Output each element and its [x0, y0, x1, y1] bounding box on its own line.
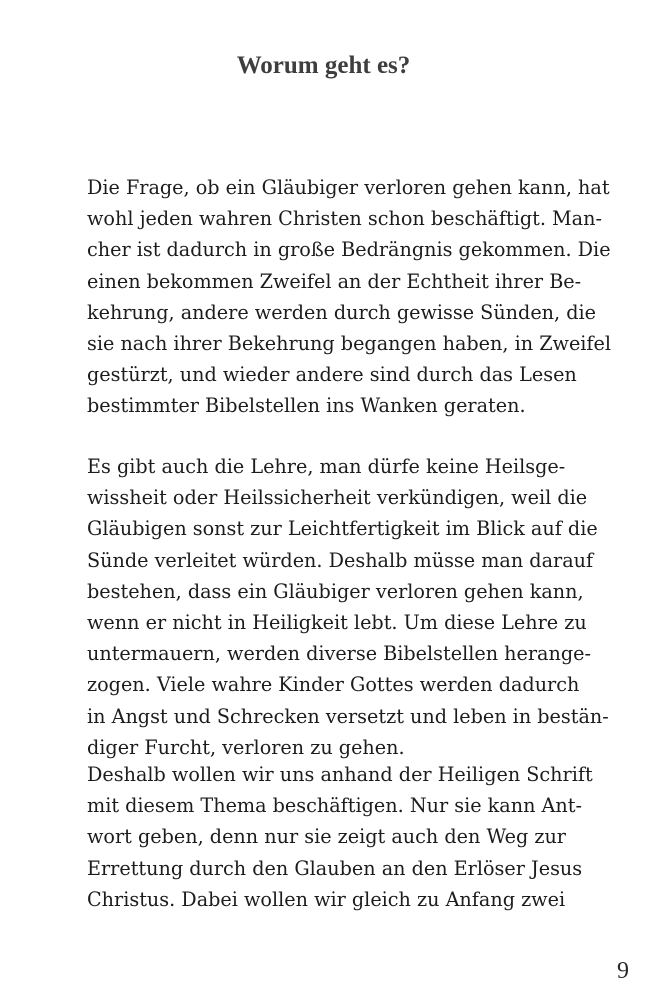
- page-number: 9: [617, 958, 629, 984]
- text-line: wenn er nicht in Heiligkeit lebt. Um diese Lehre zu: [87, 610, 587, 634]
- text-line: untermauern, werden diverse Bibelstellen herange-: [87, 642, 591, 666]
- text-line: wort geben, denn nur sie zeigt auch den Weg zur: [87, 825, 566, 849]
- text-line: cher ist dadurch in große Bedrängnis gekommen. Die: [87, 238, 611, 262]
- text-line: gestürzt, und wieder andere sind durch das Lesen: [87, 363, 577, 387]
- paragraph-3: [87, 759, 593, 915]
- paragraph-1: [87, 172, 612, 422]
- text-line: bestimmter Bibelstellen ins Wanken geraten.: [87, 394, 526, 418]
- text-line: Die Frage, ob ein Gläubiger verloren gehen kann, hat: [87, 176, 610, 199]
- text-line: zogen. Viele wahre Kinder Gottes werden dadurch: [87, 673, 580, 697]
- text-line: bestehen, dass ein Gläubiger verloren gehen kann,: [87, 579, 584, 603]
- page-title: Worum geht es?: [236, 52, 411, 79]
- text-line: Christus. Dabei wollen wir gleich zu Anfang zwei: [87, 887, 566, 911]
- text-line: Sünde verleitet würden. Deshalb müsse man darauf: [87, 548, 594, 572]
- text-line: einen bekommen Zweifel an der Echtheit ihrer Be-: [87, 269, 582, 293]
- text-line: kehrung, andere werden durch gewisse Sünden, die: [87, 300, 597, 324]
- text-line: Deshalb wollen wir uns anhand der Heiligen Schrift: [87, 763, 593, 786]
- text-line: wissheit oder Heilssicherheit verkündigen, weil die: [87, 486, 588, 510]
- text-line: mit diesem Thema beschäftigen. Nur sie kann Ant-: [87, 794, 582, 818]
- text-line: in Angst und Schrecken versetzt und leben in bestän-: [87, 704, 609, 728]
- text-line: Gläubigen sonst zur Leichtfertigkeit im Blick auf die: [87, 517, 598, 541]
- text-line: Es gibt auch die Lehre, man dürfe keine Heilsge-: [87, 455, 566, 478]
- text-line: wohl jeden wahren Christen schon beschäftigt. Man-: [87, 207, 602, 231]
- text-line: diger Furcht, verloren zu gehen.: [87, 735, 405, 759]
- paragraph-2: [87, 451, 609, 763]
- text-line: sie nach ihrer Bekehrung begangen haben, in Zweifel: [87, 331, 612, 355]
- text-line: Errettung durch den Glauben an den Erlöser Jesus: [87, 856, 583, 880]
